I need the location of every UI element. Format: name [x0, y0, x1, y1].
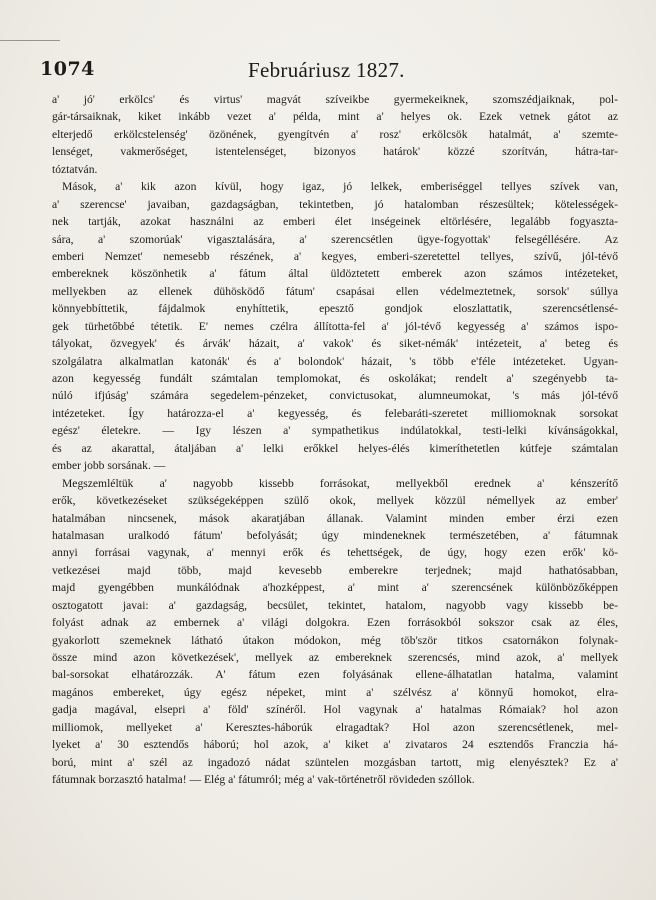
- text-line: mellyekben az ellenek dühösködő fátum' csapásai ellen védelmeztetnek, sorsok' súllya: [52, 284, 618, 298]
- text-line: ború, mint a' szél az ingadozó nádat szüntelen mozgásban tartott, mig elenyésztek? Ez a': [52, 755, 618, 769]
- running-title: Februáriusz 1827.: [248, 58, 405, 82]
- text-line: gyakorlott szemeknek látható útakon módokon, még töb'ször titkos csatornákon folynak-: [52, 633, 618, 647]
- text-line: embereknek köszönhetik a' fátum által üldöztetett emberek azon számos intézeteket,: [52, 267, 618, 281]
- text-line: tóztatván.: [52, 162, 98, 176]
- page-header: [30, 58, 640, 88]
- text-line: majd gyengébben munkálódnak a'hozképpest, a' mint a' szerencsének különbözőképpen: [52, 581, 618, 595]
- text-line: gadja magával, elsepri a' föld' színéről. Hol vagynak a' hatalmas Rómaiak? hol azon: [52, 703, 618, 717]
- text-line: a' jó' erkölcs' és virtus' magvát szíveikbe gyermekeiknek, szomszédjaiknak, pol-: [52, 93, 618, 106]
- text-line: annyi forrásai vagynak, a' mennyi erők és tehettségek, de úgy, hogy ezen erők' kö-: [52, 546, 618, 560]
- text-line: lenséget, vakmerőséget, istentelenséget, bizonyos határok' közzé szorítván, hátra-tar-: [52, 145, 618, 159]
- text-line: szolgálatra alkalmatlan katonák' és a' bolondok' házait, 's több e'féle intézeteket. Ugyan-: [52, 354, 618, 368]
- text-line: gek türhetőbbé tétetik. E' nemes czélra állította-fel a' jól-tévő kegyesség a' számos ispo-: [52, 319, 618, 333]
- text-line: intézeteket. Így határozza-el a' kegyesség, és felebaráti-szeretet milliomoknak sorsokat: [52, 406, 618, 420]
- text-line: egész' életekre. — Igy lészen a' sympathetikus indúlatokkal, testi-lelki kívánságokkal,: [52, 424, 618, 438]
- paragraph-start-line: Megszemléltük a' nagyobb kissebb forrásokat, mellyekből erednek a' kénszerítő: [62, 476, 618, 490]
- text-line: könnyebbíttetik, fájdalmok enyhíttetik, epesztő gondjok eloszlattatik, szerencsétlensé-: [52, 302, 618, 316]
- text-line: nek tartják, azokat használni az emberi élet inségeinek eltörlésére, legalább fogyaszta-: [52, 215, 618, 229]
- top-rule: [0, 40, 60, 41]
- text-line: azon kegyesség fundált számtalan templomokat, és oskolákat; rendelt a' szegényebb ta-: [52, 372, 618, 385]
- text-line: sára, a' szomorúak' vigasztalására, a' szerencsétlen ügye-fogyottak' felsegéllésére. Az: [52, 232, 618, 246]
- text-line: a' szerencse' javaiban, gazdagságban, tekintetben, jó hatalomban részesültek; kötelességek-: [52, 197, 618, 211]
- text-line: gár-társaiknak, kiket inkább vezet a' példa, mint a' helyes ok. Ezek vetnek gátot az: [52, 110, 618, 124]
- text-line: folyást adnak az embernek a' világi dolgokra. Ezen forrásokból sokszor csak az éles,: [52, 616, 618, 630]
- text-line: lyeket a' 30 esztendős háború; hol azok, a' kiket a' zivataros 24 esztendős Franczia há-: [52, 738, 618, 752]
- text-line: hatalmában nincsenek, mások akaratjában állanak. Valamint minden ember érzi ezen: [52, 511, 618, 525]
- text-line: elterjedő erkölcstelenség' özönének, gyengítvén a' rosz' erkölcsök hatalmát, a' szemte-: [52, 127, 618, 141]
- text-line: ember jobb sorsának. —: [52, 459, 166, 473]
- text-line: erők, következéseket szükségeképpen szülő okok, mellyek közzül némellyek az ember': [52, 494, 618, 508]
- text-line: vetkezései majd több, majd kevesebb emberekre terjednek; majd hathatósabban,: [52, 563, 618, 577]
- body-text: [52, 91, 618, 789]
- text-line: osztogatott javai: a' gazdagság, becsület, tekintet, hatalom, nagyobb vagy kissebb be-: [52, 598, 618, 612]
- text-line: magános embereket, úgy egész népeket, mint a' szélvész a' könnyű homokot, elra-: [52, 685, 618, 699]
- page-number: 1074: [40, 58, 95, 80]
- text-line: fátumnak borzasztó hatalma! — Elég a' fátumról; még a' vak-történetről rövideden szóllok.: [52, 773, 475, 787]
- text-line: össze mind azon következések', mellyek az embereknek szerencsés, mind azok, a' mellyek: [52, 651, 618, 664]
- text-line: tályokat, özvegyek' és árvák' házait, a' vakok' és siket-némák' intézeteit, a' beteg és: [52, 337, 618, 351]
- text-line: núló ifjúság' számára segedelem-pénzeket, convictusokat, alumneumokat, 's más jól-tévő: [52, 389, 618, 403]
- text-line: és az akarattal, átaljában a' lelki erőkkel helyes-élés kimeríthetetlen kútfeje számtalan: [52, 441, 618, 455]
- text-line: milliomok, mellyeket a' Keresztes-háborúk elragadtak? Hol azon szerencsétlenek, mel-: [52, 720, 618, 734]
- text-line: emberi Nemzet' nemesebb részének, a' kegyes, emberi-szeretettel tellyes, szívű, jól-tévő: [52, 249, 618, 263]
- text-line: hatalmasan uralkodó fátum' befolyását; úgy mindeneknek természetében, a' fátumnak: [52, 528, 618, 542]
- text-line: bal-sorsokat elhatározzák. A' fátum ezen folyásának ellene-álhatatlan hatalma, valamint: [52, 668, 618, 682]
- paragraph-start-line: Mások, a' kik azon kívül, hogy igaz, jó lelkek, emberiséggel tellyes szívek van,: [62, 180, 618, 194]
